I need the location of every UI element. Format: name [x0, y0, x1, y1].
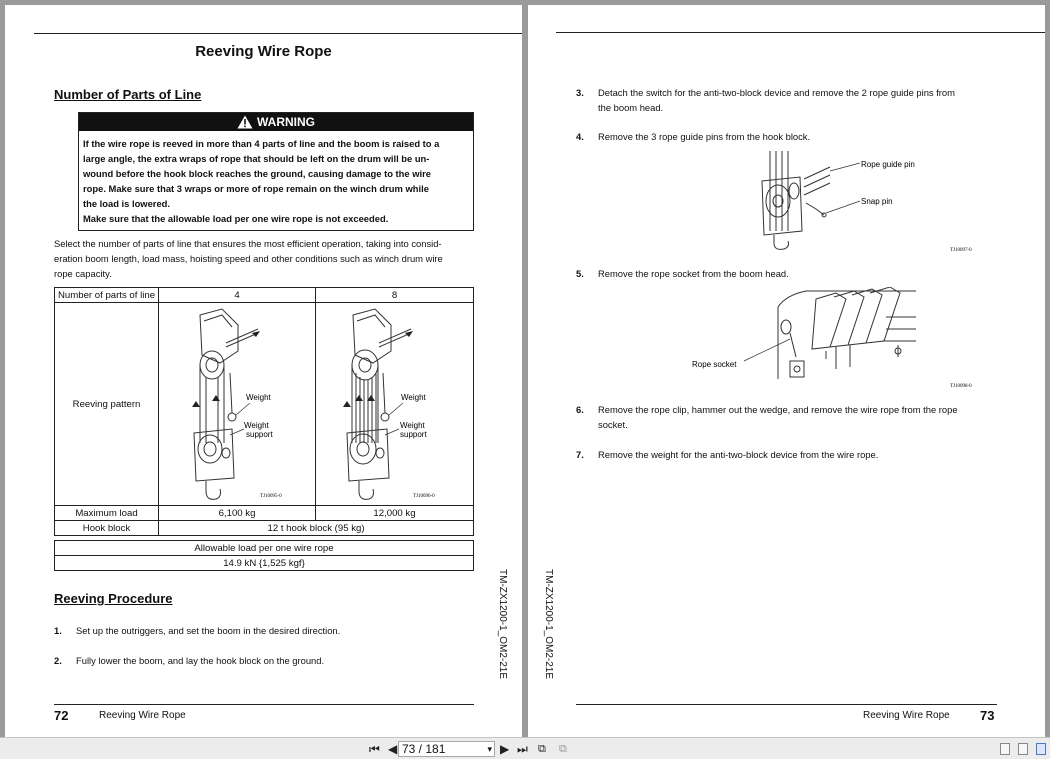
- max-load-4: 6,100 kg: [159, 506, 316, 521]
- footer-title: Reeving Wire Rope: [863, 710, 950, 721]
- footer-title: Reeving Wire Rope: [99, 710, 186, 721]
- step-5: [576, 266, 996, 281]
- copy-page-icon[interactable]: ⧉: [559, 743, 567, 755]
- warning-box: [78, 112, 474, 231]
- hook-block-value: 12 t hook block (95 kg): [159, 521, 474, 536]
- top-rule: [556, 32, 1045, 33]
- viewer-toolbar: [0, 737, 1050, 759]
- footer-page-number: 72: [54, 708, 69, 723]
- document-code-side: TM-ZX1200-1_OM2-21E: [497, 569, 508, 680]
- hook-block-label: Hook block: [55, 521, 159, 536]
- page-73: [528, 5, 1045, 737]
- reeving-8-parts-figure: [317, 303, 473, 502]
- warning-text: [79, 131, 473, 226]
- step-4: [576, 129, 996, 144]
- fig-label-weight: Weight: [400, 393, 426, 402]
- step-number: 3.: [576, 87, 584, 98]
- warning-line: wound before the hook block reaches the ground, causing damage to the wire: [83, 168, 431, 179]
- warning-line: If the wire rope is reeved in more than 4 parts of line and the boom is raised to a: [83, 138, 440, 149]
- fig-label-snap-pin: Snap pin: [861, 197, 893, 206]
- warning-triangle-icon: [237, 115, 253, 129]
- fig-label-weight: Weight: [245, 393, 271, 402]
- page-72: [5, 5, 522, 737]
- step-text: Fully lower the boom, and lay the hook block on the ground.: [76, 655, 325, 666]
- step-2: [54, 653, 484, 668]
- warning-label: WARNING: [257, 115, 315, 129]
- intro-line: eration boom length, load mass, hoisting speed and other conditions such as winch drum wire: [54, 253, 443, 264]
- step-text: [598, 85, 955, 115]
- table-header-cell: Number of parts of line: [55, 288, 159, 303]
- step-3: [576, 85, 996, 115]
- step-6: [576, 402, 996, 432]
- figure-code: TJ10098-0: [950, 384, 972, 387]
- allowable-load-value: 14.9 kN {1,525 kgf}: [55, 556, 474, 571]
- rotate-page-icon[interactable]: ⧉: [538, 743, 546, 755]
- step-7: [576, 447, 996, 462]
- fig-label-rope-socket: Rope socket: [692, 360, 737, 369]
- fig-label-weight-support-2: support: [245, 430, 273, 439]
- step-line: Remove the rope clip, hammer out the wedge, and remove the wire rope from the rope: [598, 404, 958, 415]
- step-number: 5.: [576, 268, 584, 279]
- two-page-view-icon[interactable]: [1036, 743, 1046, 755]
- step-number: 6.: [576, 404, 584, 415]
- reeving-table: [54, 287, 474, 536]
- allowable-load-label: Allowable load per one wire rope: [55, 541, 474, 556]
- rope-socket-figure: [686, 287, 986, 387]
- table-header-cell: 8: [316, 288, 474, 303]
- warning-line: large angle, the extra wraps of rope that should be left on the drum will be un-: [83, 153, 430, 164]
- intro-line: Select the number of parts of line that ensures the most efficient operation, taking into consid-: [54, 238, 442, 249]
- top-rule: [34, 33, 522, 34]
- step-1: [54, 623, 484, 638]
- reeving-4-parts-figure: [160, 303, 315, 502]
- warning-line: the load is lowered.: [83, 198, 170, 209]
- footer-rule: [576, 704, 997, 705]
- section-heading-parts: Number of Parts of Line: [54, 87, 202, 102]
- section-heading-procedure: Reeving Procedure: [54, 591, 173, 606]
- step-number: 1.: [54, 625, 62, 636]
- fig-label-rope-guide-pin: Rope guide pin: [861, 160, 915, 169]
- next-page-icon[interactable]: ▶: [500, 742, 510, 756]
- intro-paragraph: [54, 236, 484, 281]
- step-number: 7.: [576, 449, 584, 460]
- step-text: Remove the weight for the anti-two-block device from the wire rope.: [598, 449, 879, 460]
- chevron-down-icon[interactable]: ▾: [487, 744, 492, 754]
- step-number: 2.: [54, 655, 62, 666]
- last-page-icon[interactable]: ⏭: [517, 742, 528, 756]
- max-load-label: Maximum load: [55, 506, 159, 521]
- allowable-load-table: [54, 540, 474, 571]
- rope-guide-pin-figure: [756, 151, 986, 251]
- reeving-figure-4-cell: [159, 303, 316, 506]
- step-line: the boom head.: [598, 102, 664, 113]
- fig-label-weight-support: Weight: [399, 421, 425, 430]
- reeving-pattern-label: Reeving pattern: [55, 303, 159, 506]
- table-header-cell: 4: [159, 288, 316, 303]
- step-line: Detach the switch for the anti-two-block device and remove the 2 rope guide pins from: [598, 87, 955, 98]
- warning-line: rope. Make sure that 3 wraps or more of rope remain on the winch drum while: [83, 183, 429, 194]
- max-load-8: 12,000 kg: [316, 506, 474, 521]
- footer-rule: [54, 704, 474, 705]
- reeving-figure-8-cell: [316, 303, 474, 506]
- page-number-input[interactable]: [398, 741, 495, 757]
- fig-label-weight-support-2: support: [399, 430, 427, 439]
- page-number-value: 73 / 181: [402, 742, 446, 756]
- warning-line: Make sure that the allowable load per one wire rope is not exceeded.: [83, 213, 389, 224]
- document-code-side: TM-ZX1200-1_OM2-21E: [543, 569, 554, 680]
- figure-code: TJ10096-0: [412, 494, 435, 499]
- continuous-view-icon[interactable]: [1018, 743, 1028, 755]
- step-text: Remove the rope socket from the boom head.: [598, 268, 789, 279]
- page-title: Reeving Wire Rope: [195, 43, 332, 60]
- figure-code: TJ10095-0: [259, 494, 282, 499]
- step-text: Set up the outriggers, and set the boom in the desired direction.: [76, 625, 341, 636]
- step-line: socket.: [598, 419, 628, 430]
- fig-label-weight-support: Weight: [243, 421, 269, 430]
- footer-page-number: 73: [980, 708, 995, 723]
- step-text: [598, 402, 958, 432]
- warning-header: [79, 113, 473, 131]
- figure-code: TJ10097-0: [950, 248, 972, 251]
- first-page-icon[interactable]: ⏮: [369, 742, 380, 756]
- single-page-view-icon[interactable]: [1000, 743, 1010, 755]
- intro-line: rope capacity.: [54, 268, 112, 279]
- step-number: 4.: [576, 131, 584, 142]
- step-text: Remove the 3 rope guide pins from the hook block.: [598, 131, 811, 142]
- prev-page-icon[interactable]: ◀: [388, 742, 398, 756]
